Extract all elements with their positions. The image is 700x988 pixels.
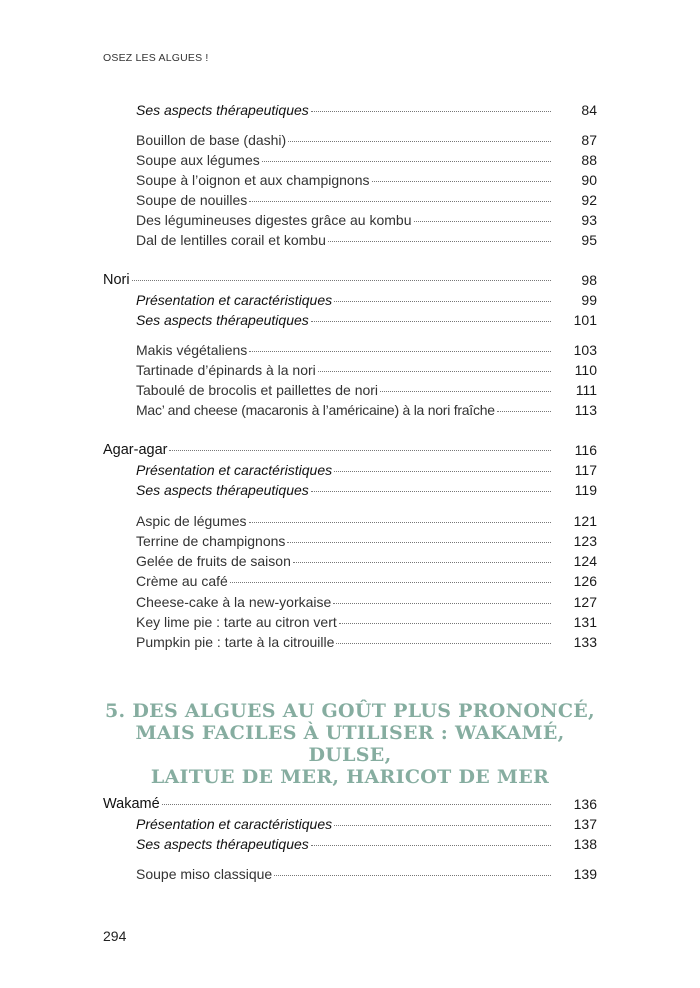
- leader-dots: [336, 643, 551, 644]
- toc-entry: [136, 230, 597, 250]
- toc-entry: [136, 551, 597, 571]
- leader-dots: [339, 623, 551, 624]
- chapter-title: [100, 700, 600, 788]
- toc-entry: [136, 592, 597, 612]
- leader-dots: [328, 241, 551, 242]
- leader-dots: [169, 450, 551, 451]
- toc-entry-page: 139: [573, 866, 597, 882]
- toc-entry-label: Soupe aux légumes: [136, 152, 260, 168]
- leader-dots: [288, 141, 551, 142]
- toc-entry-label: Ses aspects thérapeutiques: [136, 836, 309, 852]
- toc-entry-page: 131: [573, 614, 597, 630]
- leader-dots: [333, 603, 551, 604]
- toc-entry-page: 138: [573, 836, 597, 852]
- toc-entry-label: Soupe de nouilles: [136, 192, 248, 208]
- toc-entry: [136, 100, 597, 120]
- toc-entry-label: Ses aspects thérapeutiques: [136, 482, 309, 498]
- toc-entry-label: Aspic de légumes: [136, 513, 247, 529]
- toc-entry-page: 84: [581, 102, 597, 118]
- toc-entry-label: Présentation et caractéristiques: [136, 292, 333, 308]
- toc-entry-page: 90: [581, 172, 597, 188]
- toc-entry-label: Agar-agar: [103, 442, 168, 458]
- leader-dots: [497, 411, 551, 412]
- toc-entry-page: 101: [573, 312, 597, 328]
- toc-entry-label: Soupe miso classique: [136, 866, 273, 882]
- toc-entry: [136, 511, 597, 531]
- toc-entry: [136, 190, 597, 210]
- toc-entry-page: 119: [574, 482, 597, 498]
- toc-entry-page: 95: [581, 232, 597, 248]
- chapter-title-line: MAIS FACILES À UTILISER : WAKAMÉ, DULSE,: [135, 722, 565, 766]
- leader-dots: [249, 351, 551, 352]
- leader-dots: [334, 301, 551, 302]
- toc-entry-page: 136: [573, 796, 597, 812]
- toc-entry-label: Bouillon de base (dashi): [136, 132, 287, 148]
- toc-entry-page: 123: [573, 533, 597, 549]
- leader-dots: [414, 221, 552, 222]
- toc-entry: [136, 210, 597, 230]
- toc-entry: [136, 460, 597, 480]
- toc-entry: [136, 130, 597, 150]
- toc-entry: [136, 612, 597, 632]
- leader-dots: [132, 280, 551, 281]
- toc-entry: [136, 834, 597, 854]
- toc-entry-page: 117: [574, 462, 597, 478]
- leader-dots: [311, 491, 551, 492]
- leader-dots: [318, 371, 551, 372]
- leader-dots: [287, 542, 551, 543]
- toc-entry-page: 88: [581, 152, 597, 168]
- leader-dots: [311, 845, 551, 846]
- toc-entry-page: 111: [575, 382, 597, 398]
- toc-section-agar-agar: [103, 440, 597, 460]
- toc-entry: [136, 290, 597, 310]
- toc-entry-label: Tartinade d’épinards à la nori: [136, 362, 316, 378]
- toc-entry-label: Gelée de fruits de saison: [136, 553, 291, 569]
- leader-dots: [311, 321, 551, 322]
- toc-entry: [136, 531, 597, 551]
- toc-entry-page: 121: [573, 513, 597, 529]
- leader-dots: [249, 522, 551, 523]
- leader-dots: [293, 562, 551, 563]
- toc-entry-page: 93: [581, 212, 597, 228]
- toc-entry-page: 137: [573, 816, 597, 832]
- toc-entry: [136, 814, 597, 834]
- toc-entry-page: 99: [581, 292, 597, 308]
- toc-entry-page: 98: [581, 272, 597, 288]
- toc-entry-label: Présentation et caractéristiques: [136, 816, 333, 832]
- leader-dots: [334, 471, 551, 472]
- leader-dots: [274, 875, 551, 876]
- toc-entry: [136, 340, 597, 360]
- toc-entry-label: Nori: [103, 272, 130, 288]
- toc-entry: [136, 360, 597, 380]
- toc-entry-page: 124: [573, 553, 597, 569]
- toc-entry: [136, 480, 597, 500]
- leader-dots: [311, 111, 551, 112]
- toc-entry: [136, 150, 597, 170]
- leader-dots: [372, 181, 551, 182]
- toc-entry-page: 116: [574, 442, 597, 458]
- toc-entry-label: Crème au café: [136, 573, 228, 589]
- leader-dots: [162, 804, 551, 805]
- toc-entry: [136, 632, 597, 652]
- toc-entry-page: 103: [573, 342, 597, 358]
- running-head: OSEZ LES ALGUES !: [103, 52, 209, 64]
- toc-entry-label: Pumpkin pie : tarte à la citrouille: [136, 634, 335, 650]
- toc-entry-page: 92: [581, 192, 597, 208]
- toc-section-nori: [103, 270, 597, 290]
- toc-entry-label: Dal de lentilles corail et kombu: [136, 232, 326, 248]
- toc-entry-page: 87: [581, 132, 597, 148]
- toc-entry-label: Taboulé de brocolis et paillettes de nori: [136, 382, 379, 398]
- toc-entry-label: Présentation et caractéristiques: [136, 462, 333, 478]
- toc-entry-label: Wakamé: [103, 796, 160, 812]
- toc-entry-label: Key lime pie : tarte au citron vert: [136, 614, 337, 630]
- chapter-title-line: LAITUE DE MER, HARICOT DE MER: [150, 766, 550, 788]
- toc-entry-page: 110: [574, 362, 597, 378]
- toc-entry: [136, 400, 597, 420]
- leader-dots: [230, 582, 551, 583]
- toc-entry-page: 133: [573, 634, 597, 650]
- leader-dots: [334, 825, 551, 826]
- toc-entry: [136, 310, 597, 330]
- toc-entry-label: Ses aspects thérapeutiques: [136, 312, 309, 328]
- leader-dots: [249, 201, 551, 202]
- leader-dots: [380, 391, 551, 392]
- toc-entry-label: Mac’ and cheese (macaronis à l’américaine) à la nori fraîche: [136, 402, 495, 418]
- chapter-title-line: 5. DES ALGUES AU GOÛT PLUS PRONONCÉ,: [105, 700, 595, 722]
- toc-entry-label: Des légumineuses digestes grâce au kombu: [136, 212, 412, 228]
- toc-entry-page: 126: [573, 573, 597, 589]
- toc-entry: [136, 571, 597, 591]
- leader-dots: [262, 161, 551, 162]
- page-number: 294: [103, 928, 127, 944]
- toc-section-wakame: [103, 794, 597, 814]
- toc-entry-label: Soupe à l’oignon et aux champignons: [136, 172, 370, 188]
- toc-entry-label: Terrine de champignons: [136, 533, 286, 549]
- toc-entry-page: 127: [573, 594, 597, 610]
- toc-entry: [136, 380, 597, 400]
- toc-entry-page: 113: [574, 402, 597, 418]
- toc-entry-label: Ses aspects thérapeutiques: [136, 102, 309, 118]
- toc-entry-label: Makis végétaliens: [136, 342, 248, 358]
- toc-entry-label: Cheese-cake à la new-yorkaise: [136, 594, 332, 610]
- toc-entry: [136, 170, 597, 190]
- toc-entry: [136, 864, 597, 884]
